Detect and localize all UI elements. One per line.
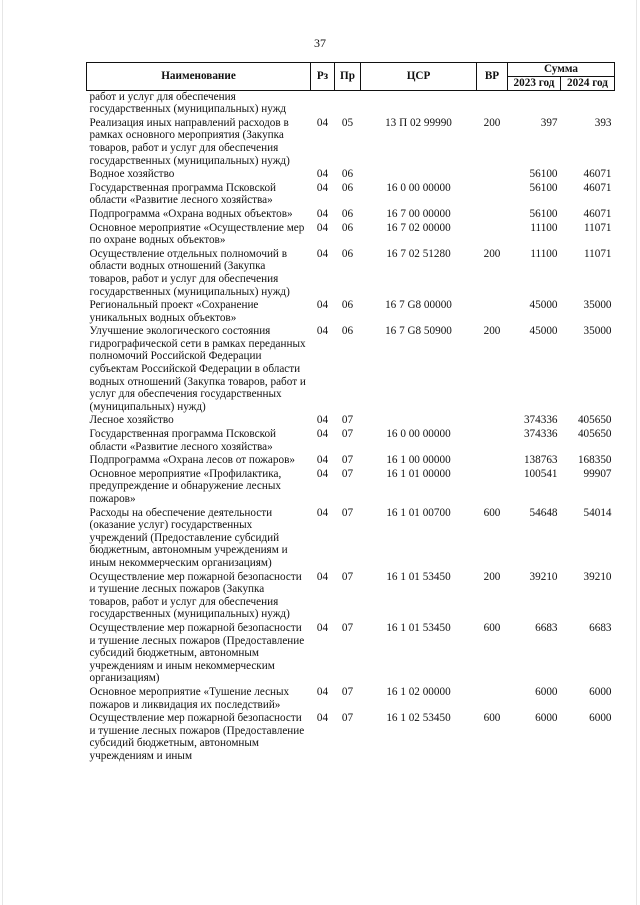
- row-vr: 600: [483, 712, 501, 725]
- row-csr: 16 1 00 00000: [386, 454, 451, 467]
- row-csr: [361, 90, 477, 117]
- row-name: Подпрограмма «Охрана водных объектов»: [89, 207, 293, 220]
- row-sum-2024: 99907: [583, 467, 612, 480]
- row-pr: 07: [341, 570, 354, 583]
- header-name: Наименование: [87, 63, 311, 91]
- row-name: Региональный проект «Сохранение уникальных водных объектов»: [89, 299, 259, 324]
- row-sum-2023: 11100: [530, 221, 558, 234]
- row-sum-2023: 397: [540, 116, 558, 129]
- row-name: Подпрограмма «Охрана лесов от пожаров»: [89, 454, 295, 467]
- header-sum: Сумма: [508, 63, 615, 77]
- row-rz: 04: [316, 454, 329, 467]
- row-pr: 07: [341, 712, 354, 725]
- row-rz: 04: [316, 207, 329, 220]
- row-rz: 04: [316, 506, 329, 519]
- row-name: Реализация иных направлений расходов в рамках основного мероприятия (Закупка товаров, работ и услуг для обеспечения государственных (муниципальных) нужд): [89, 116, 290, 167]
- table-header: [87, 63, 615, 91]
- row-csr: 16 7 G8 50900: [385, 325, 452, 338]
- row-sum-2023: [508, 90, 561, 117]
- row-rz: 04: [316, 685, 329, 698]
- row-name: Государственная программа Псковской области «Развитие лесного хозяйства»: [89, 428, 277, 453]
- row-vr: 600: [483, 621, 501, 634]
- budget-table: [86, 62, 615, 763]
- row-sum-2023: 39210: [529, 570, 558, 583]
- row-name: Осуществление мер пожарной безопасности и тушение лесных пожаров (Закупка товаров, работ и услуг для обеспечения государственных (муниципальных) нужд): [89, 570, 302, 621]
- row-csr: 16 7 00 00000: [386, 207, 451, 220]
- row-rz: 04: [316, 712, 329, 725]
- row-rz: 04: [316, 570, 329, 583]
- header-vr: ВР: [477, 63, 508, 91]
- row-sum-2024: 6000: [589, 712, 612, 725]
- row-csr: [361, 168, 477, 182]
- scan-edge-right: [636, 0, 637, 905]
- row-sum-2023: 6000: [535, 685, 558, 698]
- row-name: Осуществление мер пожарной безопасности и тушение лесных пожаров (Предоставление субсидий бюджетным, автономным учреждениям и иным: [89, 712, 305, 762]
- table-row: [87, 117, 615, 168]
- row-csr: 16 7 02 51280: [386, 247, 451, 260]
- table-body: [87, 90, 615, 763]
- header-rz: Рз: [311, 63, 335, 91]
- header-2023: 2023 год: [508, 77, 561, 91]
- row-sum-2024: 6683: [589, 621, 612, 634]
- row-sum-2024: 393: [594, 116, 612, 129]
- table-row: [87, 712, 615, 763]
- row-sum-2024: 11071: [583, 247, 612, 260]
- row-name: работ и услуг для обеспечения государственных (муниципальных) нужд: [89, 90, 287, 116]
- row-pr: 07: [341, 621, 354, 634]
- row-rz: 04: [316, 325, 329, 338]
- table-row: [87, 182, 615, 208]
- row-sum-2024: 39210: [583, 570, 612, 583]
- row-pr: 07: [341, 428, 354, 441]
- row-rz: 04: [316, 181, 329, 194]
- row-sum-2024: 6000: [589, 685, 612, 698]
- row-rz: 04: [316, 414, 329, 427]
- row-sum-2023: 11100: [530, 247, 558, 260]
- row-rz: 04: [316, 467, 329, 480]
- row-rz: 04: [316, 247, 329, 260]
- row-pr: 07: [341, 685, 354, 698]
- table-row: [87, 168, 615, 182]
- row-csr: 16 1 01 00000: [386, 467, 451, 480]
- table-row: [87, 622, 615, 686]
- row-csr: 16 7 02 00000: [386, 221, 451, 234]
- header-pr: Пр: [335, 63, 361, 91]
- row-name: Осуществление отдельных полномочий в области водных отношений (Закупка товаров, работ и услуг для обеспечения государственных (муниципальных) нужд): [89, 247, 290, 298]
- row-vr: 600: [483, 506, 501, 519]
- row-name: Водное хозяйство: [89, 168, 175, 181]
- row-sum-2023: 56100: [529, 168, 558, 181]
- row-csr: 16 1 02 53450: [386, 712, 451, 725]
- row-sum-2023: 45000: [529, 299, 558, 312]
- table-row: [87, 208, 615, 222]
- row-pr: 06: [341, 168, 354, 181]
- row-rz: 04: [316, 621, 329, 634]
- row-vr: [477, 414, 508, 428]
- row-name: Основное мероприятие «Профилактика, предупреждение и обнаружение лесных пожаров»: [89, 467, 282, 505]
- row-sum-2024: 11071: [583, 221, 612, 234]
- table-row: [87, 454, 615, 468]
- row-rz: 04: [316, 221, 329, 234]
- row-name: Государственная программа Псковской области «Развитие лесного хозяйства»: [89, 181, 277, 207]
- table-row: [87, 248, 615, 299]
- row-vr: 200: [483, 325, 501, 338]
- row-rz: 04: [316, 299, 329, 312]
- row-csr: 13 П 02 99990: [385, 116, 452, 129]
- row-sum-2023: 56100: [529, 207, 558, 220]
- row-vr: [477, 222, 508, 248]
- table-row: [87, 428, 615, 454]
- row-pr: 06: [341, 207, 354, 220]
- row-vr: [477, 686, 508, 712]
- table-row: [87, 571, 615, 622]
- row-rz: [311, 90, 335, 117]
- row-pr: 06: [341, 325, 354, 338]
- row-vr: [477, 299, 508, 325]
- row-csr: 16 0 00 00000: [386, 428, 451, 441]
- row-csr: 16 1 01 53450: [386, 570, 451, 583]
- row-vr: 200: [483, 116, 501, 129]
- row-vr: [477, 208, 508, 222]
- row-pr: [335, 90, 361, 117]
- table-row: [87, 414, 615, 428]
- budget-sheet: [86, 62, 614, 763]
- row-vr: [477, 468, 508, 507]
- row-csr: [361, 414, 477, 428]
- row-rz: 04: [316, 428, 329, 441]
- row-pr: 07: [341, 506, 354, 519]
- row-csr: 16 1 01 00700: [386, 506, 451, 519]
- row-pr: 07: [341, 454, 354, 467]
- row-pr: 07: [341, 414, 354, 427]
- row-sum-2024: 35000: [583, 299, 612, 312]
- row-vr: 200: [483, 570, 501, 583]
- row-csr: 16 0 00 00000: [386, 181, 451, 194]
- table-row: [87, 468, 615, 507]
- row-vr: [477, 168, 508, 182]
- row-name: Осуществление мер пожарной безопасности и тушение лесных пожаров (Предоставление субсидий бюджетным, автономным учреждениям и иным некоммерческим организациям): [89, 621, 305, 685]
- table-row: [87, 299, 615, 325]
- row-vr: 200: [483, 247, 501, 260]
- table-row: [87, 90, 615, 117]
- row-sum-2024: 46071: [583, 207, 612, 220]
- row-sum-2024: 46071: [583, 168, 612, 181]
- table-row: [87, 222, 615, 248]
- row-vr: [477, 428, 508, 454]
- row-pr: 07: [341, 467, 354, 480]
- row-sum-2023: 138763: [523, 454, 558, 467]
- row-name: Основное мероприятие «Тушение лесных пожаров и ликвидация их последствий»: [89, 685, 290, 711]
- row-sum-2023: 56100: [529, 181, 558, 194]
- row-sum-2023: 6683: [535, 621, 558, 634]
- header-csr: ЦСР: [361, 63, 477, 91]
- table-row: [87, 507, 615, 571]
- row-csr: 16 1 01 53450: [386, 621, 451, 634]
- row-rz: 04: [316, 168, 329, 181]
- row-rz: 04: [316, 116, 329, 129]
- row-name: Расходы на обеспечение деятельности (оказание услуг) государственных учреждений (Предоставление субсидий бюджетным, автономным учреждениям и иным некоммерческим организациям): [89, 506, 288, 569]
- row-sum-2023: 100541: [523, 467, 558, 480]
- row-vr: [477, 90, 508, 117]
- row-sum-2023: 6000: [535, 712, 558, 725]
- row-csr: 16 7 G8 00000: [385, 299, 452, 312]
- scan-edge-left: [2, 0, 3, 905]
- row-sum-2023: 45000: [529, 325, 558, 338]
- row-sum-2024: 168350: [577, 454, 612, 467]
- row-sum-2024: 54014: [583, 506, 612, 519]
- row-csr: 16 1 02 00000: [386, 685, 451, 698]
- row-sum-2024: 35000: [583, 325, 612, 338]
- header-2024: 2024 год: [561, 77, 615, 91]
- row-sum-2024: 46071: [583, 181, 612, 194]
- row-sum-2024: 405650: [577, 428, 612, 441]
- row-sum-2023: 374336: [523, 414, 558, 427]
- row-pr: 05: [341, 116, 354, 129]
- row-sum-2023: 374336: [523, 428, 558, 441]
- row-vr: [477, 182, 508, 208]
- page-number: 37: [314, 36, 326, 50]
- row-sum-2024: 405650: [577, 414, 612, 427]
- table-row: [87, 686, 615, 712]
- table-row: [87, 325, 615, 414]
- row-vr: [477, 454, 508, 468]
- row-pr: 06: [341, 299, 354, 312]
- row-sum-2024: [561, 90, 615, 117]
- row-name: Основное мероприятие «Осуществление мер по охране водных объектов»: [89, 221, 305, 247]
- row-pr: 06: [341, 181, 354, 194]
- row-name: Улучшение экологического состояния гидрографической сети в рамках переданных полномочий Российской Федерации субъектам Российской Федерации в области водных отношений (Закупка товаров, работ и услуг для обеспечения государственных (муниципальных) нужд): [89, 325, 306, 413]
- row-pr: 06: [341, 221, 354, 234]
- row-name: Лесное хозяйство: [89, 414, 174, 427]
- row-sum-2023: 54648: [529, 506, 558, 519]
- row-pr: 06: [341, 247, 354, 260]
